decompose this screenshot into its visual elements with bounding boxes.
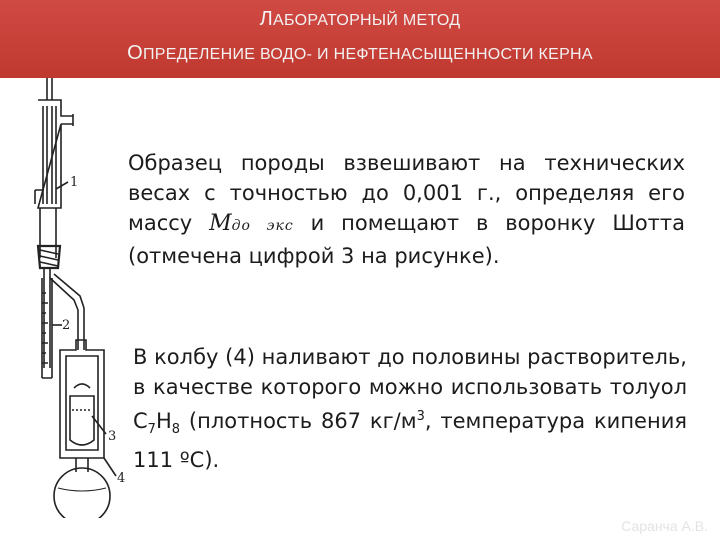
mass-symbol-subscript: до экс	[231, 218, 294, 234]
paragraph1-text-before: Образец породы взвешивают на технических весах с точностью до 0,001 г., определяя его массу	[128, 151, 685, 235]
figure-label-4: 4	[117, 471, 126, 486]
paragraph1-text-after: и помещают в воронку Шотта (отмечена цифрой 3 на рисунке).	[128, 211, 686, 268]
extraction-apparatus-figure	[18, 78, 128, 518]
paragraph2-text-middle: (плотность 867 кг/м	[180, 409, 417, 433]
paragraph2-text-before: В колбу (4) наливают до половины растворитель, в качестве которого можно использовать толуол	[133, 345, 687, 399]
title-line-1-initial: Л	[259, 8, 274, 30]
formula-hydrogen: Н	[155, 409, 172, 433]
author-credit: Саранча А.В.	[621, 518, 708, 534]
figure-label-2: 2	[62, 318, 71, 333]
figure-label-3: 3	[108, 429, 117, 444]
unit-cubic-superscript: 3	[416, 409, 425, 424]
title-line-2-initial: О	[127, 42, 143, 64]
title-banner	[0, 0, 720, 78]
figure-label-1: 1	[70, 175, 79, 190]
title-line-2-rest: ПРЕДЕЛЕНИЕ ВОДО- И НЕФТЕНАСЫЩЕННОСТИ КЕРНА	[142, 46, 593, 63]
title-line-2	[0, 42, 720, 65]
title-line-1-rest: АБОРАТОРНЫЙ МЕТОД	[273, 12, 461, 29]
mass-symbol: M	[209, 211, 232, 236]
paragraph-sample-weighing	[128, 148, 685, 271]
apparatus-drawing	[18, 78, 128, 518]
formula-hydrogen-subscript: 8	[171, 422, 181, 438]
paragraph-solvent	[133, 342, 687, 475]
paragraph2-text-after: , температура кипения 111 ºС).	[133, 409, 687, 473]
formula-carbon-subscript: 7	[147, 422, 156, 438]
formula-carbon: С	[133, 409, 148, 433]
title-line-1	[0, 8, 720, 31]
